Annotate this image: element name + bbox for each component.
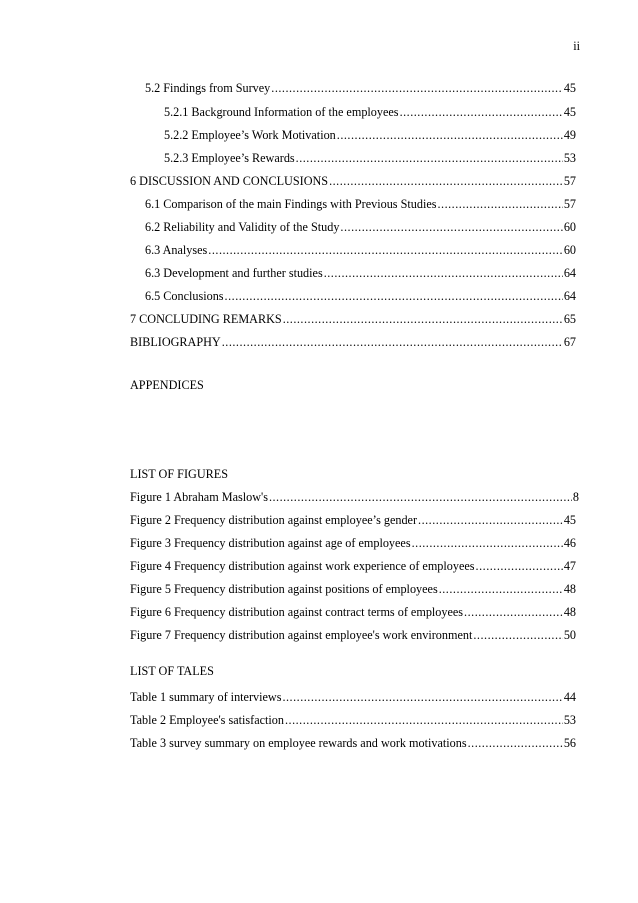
- figure-entry: [130, 582, 576, 597]
- toc-entry: [164, 128, 576, 143]
- figure-entry-page: 48: [563, 605, 576, 619]
- leader-dots: [222, 335, 563, 350]
- toc-entry-page: 60: [563, 220, 576, 234]
- toc-entry-title: 6.3 Analyses: [145, 243, 208, 257]
- toc-entry-page: 49: [563, 128, 576, 142]
- toc-entry-page: 64: [563, 266, 576, 280]
- figure-entry-title: Figure 7 Frequency distribution against employee's work environment: [130, 628, 473, 642]
- figure-entry: [130, 605, 576, 620]
- toc-entry-page: 65: [563, 312, 576, 326]
- appendices-heading: APPENDICES: [130, 378, 204, 392]
- leader-dots: [324, 266, 563, 281]
- toc-entry: [130, 174, 576, 189]
- table-entry: [130, 736, 576, 751]
- leader-dots: [282, 690, 562, 705]
- figure-entry-page: 48: [563, 582, 576, 596]
- table-entry: [130, 713, 576, 728]
- figure-entry-page: 45: [563, 513, 576, 527]
- toc-entry-page: 64: [563, 289, 576, 303]
- figure-entry: [130, 513, 576, 528]
- leader-dots: [269, 490, 572, 505]
- figures-heading: LIST OF FIGURES: [130, 467, 228, 481]
- toc-entry: [130, 335, 576, 350]
- leader-dots: [285, 713, 563, 728]
- toc-entry-page: 45: [563, 105, 576, 119]
- toc-entry-title: 6 DISCUSSION AND CONCLUSIONS: [130, 174, 329, 188]
- toc-entry: [145, 289, 576, 304]
- figure-entry: [130, 628, 576, 643]
- leader-dots: [337, 128, 563, 143]
- figure-entry-page: 50: [563, 628, 576, 642]
- toc-entry-title: 5.2 Findings from Survey: [145, 81, 271, 95]
- table-entry: [130, 690, 576, 705]
- leader-dots: [437, 197, 562, 212]
- figure-entry-page: 46: [563, 536, 576, 550]
- toc-entry-title: 5.2.2 Employee’s Work Motivation: [164, 128, 336, 142]
- leader-dots: [476, 559, 563, 574]
- toc-entry-title: 6.3 Development and further studies: [145, 266, 323, 280]
- leader-dots: [439, 582, 563, 597]
- toc-entry: [164, 105, 576, 120]
- toc-entry-title: 7 CONCLUDING REMARKS: [130, 312, 282, 326]
- leader-dots: [271, 81, 563, 96]
- toc-entry-title: 5.2.3 Employee’s Rewards: [164, 151, 295, 165]
- toc-entry: [164, 151, 576, 166]
- figure-entry-page: 8: [572, 490, 579, 504]
- leader-dots: [208, 243, 563, 258]
- leader-dots: [418, 513, 563, 528]
- toc-entry-title: 5.2.1 Background Information of the employees: [164, 105, 399, 119]
- toc-entry-title: 6.5 Conclusions: [145, 289, 224, 303]
- leader-dots: [400, 105, 563, 120]
- toc-entry-page: 60: [563, 243, 576, 257]
- figure-entry-title: Figure 5 Frequency distribution against positions of employees: [130, 582, 438, 596]
- table-entry-page: 53: [563, 713, 576, 727]
- figure-entry-page: 47: [563, 559, 576, 573]
- table-entry-title: Table 1 summary of interviews: [130, 690, 282, 704]
- toc-entry: [145, 81, 576, 96]
- toc-entry: [145, 266, 576, 281]
- leader-dots: [473, 628, 562, 643]
- leader-dots: [225, 289, 563, 304]
- toc-entry-title: 6.1 Comparison of the main Findings with Previous Studies: [145, 197, 437, 211]
- leader-dots: [468, 736, 563, 751]
- figure-entry-title: Figure 2 Frequency distribution against employee’s gender: [130, 513, 418, 527]
- toc-entry-page: 57: [563, 197, 576, 211]
- figure-entry: [130, 559, 576, 574]
- figure-entry-title: Figure 4 Frequency distribution against work experience of employees: [130, 559, 475, 573]
- toc-entry-page: 57: [563, 174, 576, 188]
- page-number: ii: [573, 39, 580, 53]
- toc-entry-page: 45: [563, 81, 576, 95]
- tables-heading: LIST OF TALES: [130, 664, 214, 678]
- leader-dots: [464, 605, 563, 620]
- toc-entry-page: 67: [563, 335, 576, 349]
- table-entry-page: 44: [563, 690, 576, 704]
- figure-entry-title: Figure 1 Abraham Maslow's: [130, 490, 268, 504]
- figure-entry: [130, 536, 576, 551]
- toc-entry-title: BIBLIOGRAPHY: [130, 335, 221, 349]
- toc-entry-title: 6.2 Reliability and Validity of the Study: [145, 220, 340, 234]
- figure-entry-title: Figure 6 Frequency distribution against contract terms of employees: [130, 605, 464, 619]
- leader-dots: [329, 174, 563, 189]
- figure-entry: [130, 490, 579, 505]
- leader-dots: [296, 151, 563, 166]
- toc-entry: [145, 243, 576, 258]
- figure-entry-title: Figure 3 Frequency distribution against age of employees: [130, 536, 411, 550]
- toc-entry: [145, 220, 576, 235]
- toc-entry-page: 53: [563, 151, 576, 165]
- toc-entry: [130, 312, 576, 327]
- table-entry-page: 56: [563, 736, 576, 750]
- leader-dots: [283, 312, 563, 327]
- table-entry-title: Table 3 survey summary on employee rewards and work motivations: [130, 736, 467, 750]
- toc-entry: [145, 197, 576, 212]
- table-entry-title: Table 2 Employee's satisfaction: [130, 713, 284, 727]
- leader-dots: [340, 220, 562, 235]
- leader-dots: [412, 536, 563, 551]
